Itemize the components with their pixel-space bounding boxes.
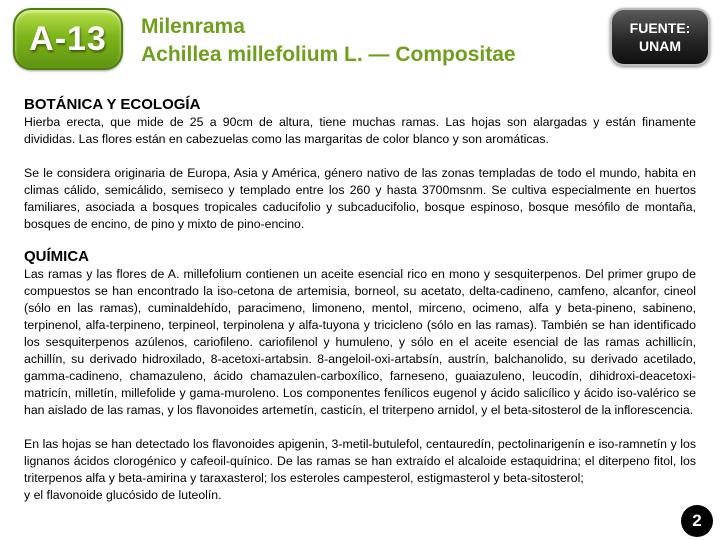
document-body: [24, 96, 696, 504]
botanica-paragraph-1: Hierba erecta, que mide de 25 a 90cm de altura, tiene muchas ramas. Las hojas son alargadas y están finamente divididas. Las flores están en cabezuelas como las margaritas de color blanco y son aromáticas.: [24, 115, 696, 146]
source-badge: [610, 8, 710, 66]
common-name: Milenrama: [141, 15, 245, 38]
page-title: [141, 13, 516, 69]
botanica-heading: BOTÁNICA Y ECOLOGÍA: [24, 96, 201, 113]
section-badge: [13, 8, 123, 70]
source-label: FUENTE:: [629, 20, 691, 36]
quimica-paragraph-2-last-line: y el flavonoide glucósido de luteolín.: [24, 488, 222, 502]
quimica-paragraph-2: En las hojas se han detectado los flavonoides apigenin, 3-metil-butulefol, centauredín, pectolinarigenín e iso-ramnetín y los lignanos ácidos clorogénico y cafeoil-quínico. De las ramas se han extraído el alcaloide estaquidrina; el diterpeno fitol, los triterpenos alfa y beta-amirina y taraxasterol; los esteroles campesterol, estigmasterol y beta-sitosterol;: [24, 437, 696, 485]
source-value: UNAM: [639, 38, 681, 54]
page-number: 2: [681, 505, 713, 537]
badge-label: A-13: [29, 19, 107, 58]
quimica-heading: QUÍMICA: [24, 248, 89, 265]
quimica-paragraph-1: Las ramas y las flores de A. millefolium contienen un aceite esencial rico en mono y sesquiterpenos. Del primer grupo de compuestos se han encontrado la iso-cetona de artemisia, borneol, su acetato, delta-cadineno, camfeno, alcanfor, cineol (sólo en las ramas), cuminaldehído, paracimeno, limoneno, mentol, mirceno, ocimeno, alfa y beta-pineno, sabineno, terpinenol, alfa-terpineno, terpineol, terpinolena y alfa-tuyona y tricicleno (sólo en las ramas). También se han identificado los sesquiterpenos azúlenos, cariofileno. cariofilenol y humuleno, y sólo en el aceite esencial de las ramas achillicín, achillín, su derivado hidroxilado, 8-acetoxi-artabsin. 8-angeloil-oxi-artabsín, austrín, balchanolido, su derivado acetilado, gamma-cadineno, chamazuleno, ácido chamazulen-carboxílico, farneseno, guaiazuleno, leucodín, dihidroxi-deacetoxi-matricín, milletín, millefolide y gama-muroleno. Los componentes fenílicos eugenol y ácido salicílico y ácido iso-valérico se han aislado de las ramas, y los flavonoides artemetín, casticín, el triterpeno arnidol, y el beta-sitosterol de la inflorescencia.: [24, 267, 696, 417]
scientific-name: Achillea millefolium L. — Compositae: [141, 43, 516, 66]
botanica-paragraph-2: Se le considera originaria de Europa, Asia y América, género nativo de las zonas templadas de todo el mundo, habita en climas cálido, semicálido, semiseco y templado entre los 260 y hasta 3700msnm. Se cultiva especialmente en huertos familiares, asociada a bosques tropicales caducifolio y subcaducifolio, bosque espinoso, bosque mesófilo de montaña, bosques de encino, de pino y mixto de pino-encino.: [24, 166, 696, 231]
